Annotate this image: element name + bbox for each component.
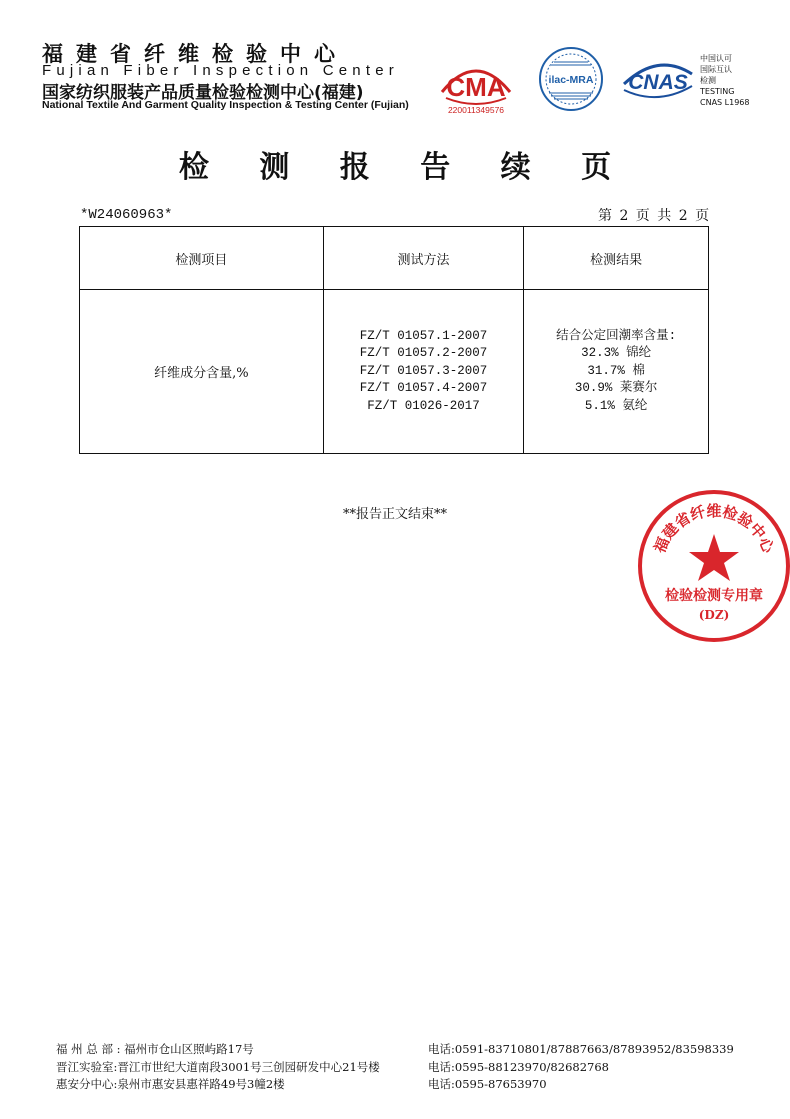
report-end-note: **报告正文结束** <box>342 507 447 522</box>
footer-address: 晋江实验室:晋江市世纪大道南段3001号三创园研发中心21号楼 <box>56 1059 380 1074</box>
page-info: 第 2 页 共 2 页 <box>598 208 710 224</box>
cma-number: 220011349576 <box>447 105 505 115</box>
official-seal-stamp <box>636 488 790 644</box>
method-line: FZ/T 01057.2-2007 <box>359 346 488 361</box>
svg-text:福建省纤维检验中心: 福建省纤维检验中心 <box>650 502 778 556</box>
result-line: 结合公定回潮率含量: <box>556 328 677 343</box>
footer-address: 福 州 总 部 : 福州市仓山区照屿路17号 <box>56 1042 254 1056</box>
cnas-line: 国际互认 <box>700 65 732 74</box>
result-line: 30.9% 莱赛尔 <box>574 381 658 396</box>
org-name-en-full: National Textile And Garment Quality Inspection & Testing Center (Fujian) <box>42 99 409 111</box>
result-line: 32.3% 锦纶 <box>581 346 652 361</box>
report-id: *W24060963* <box>80 207 173 223</box>
svg-text:检验检测专用章: 检验检测专用章 <box>665 588 763 604</box>
result-line: 5.1% 氨纶 <box>584 398 648 413</box>
method-line: FZ/T 01057.4-2007 <box>359 381 488 396</box>
table-header-row <box>80 227 709 290</box>
footer-telephone: 电话:0595-87653970 <box>428 1077 547 1091</box>
footer-telephone: 电话:0591-83710801/87887663/87893952/83598339 <box>428 1042 734 1056</box>
ilac-mra-logo <box>537 45 605 113</box>
cnas-line: 中国认可 <box>700 54 732 63</box>
method-line: FZ/T 01026-2017 <box>367 398 480 413</box>
svg-text:CNAS: CNAS <box>628 71 688 94</box>
footer-contacts <box>56 1041 756 1094</box>
header-test-method: 测试方法 <box>323 227 524 290</box>
results-table <box>79 226 709 454</box>
cell-test-item: 纤维成分含量,% <box>80 290 324 454</box>
header-test-item: 检测项目 <box>80 227 324 290</box>
footer-row <box>56 1076 756 1094</box>
footer-row <box>56 1059 756 1077</box>
cell-test-results <box>524 290 709 454</box>
header-test-result: 检测结果 <box>524 227 709 290</box>
svg-text:(DZ): (DZ) <box>698 608 730 622</box>
method-line: FZ/T 01057.1-2007 <box>359 328 488 343</box>
cnas-certificate-text <box>700 53 749 108</box>
footer-telephone: 电话:0595-88123970/82682768 <box>428 1059 609 1074</box>
footer-row <box>56 1041 756 1059</box>
report-title: 检 测 报 告 续 页 <box>178 150 632 185</box>
org-name-cn-short: 福建省纤维检验中心 <box>42 42 348 66</box>
table-row <box>80 290 709 454</box>
cnas-logo <box>618 56 698 102</box>
method-line: FZ/T 01057.3-2007 <box>359 363 488 378</box>
org-name-en-spaced: Fujian Fiber Inspection Center <box>42 62 399 79</box>
seal-star-icon <box>689 534 739 581</box>
footer-address: 惠安分中心:泉州市惠安县惠祥路49号3幢2楼 <box>56 1077 285 1091</box>
cell-test-methods <box>323 290 524 454</box>
cnas-line: CNAS L1968 <box>700 98 750 107</box>
org-name-cn-full: 国家纺织服装产品质量检验检测中心(福建) <box>42 83 364 103</box>
svg-text:CMA: CMA <box>446 72 506 102</box>
svg-text:ilac-MRA: ilac-MRA <box>548 74 594 86</box>
result-line: 31.7% 棉 <box>587 363 645 378</box>
cnas-line: TESTING <box>700 87 735 96</box>
cnas-line: 检测 <box>700 76 716 85</box>
